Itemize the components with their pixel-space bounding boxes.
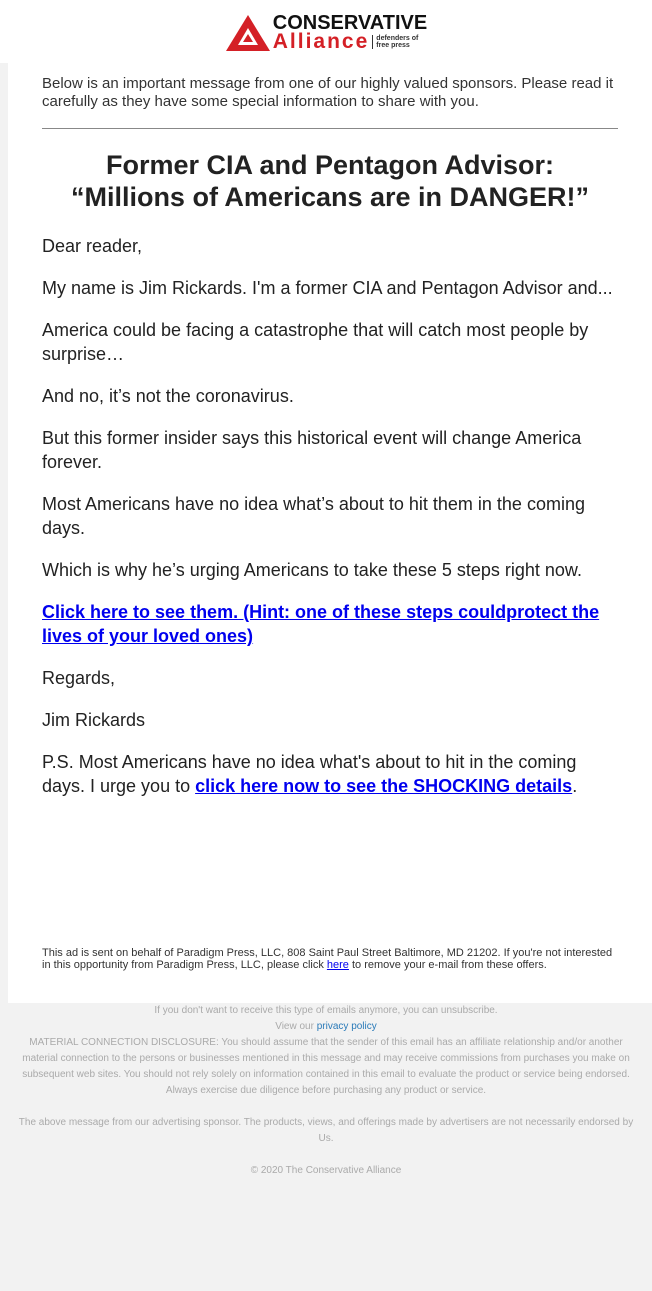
logo-wordmark (273, 14, 427, 51)
logo-tag-line2: free press (376, 42, 410, 49)
body-paragraph-2: America could be facing a catastrophe that will catch most people by surprise… (42, 320, 589, 364)
copyright: © 2020 The Conservative Alliance (250, 1165, 402, 1176)
sponsor-footer-note (42, 947, 618, 971)
email-header (0, 0, 652, 63)
logo-top-text: CONSERVATIVE (272, 12, 428, 34)
remove-email-link[interactable]: here (326, 959, 349, 971)
cta-link[interactable]: Click here to see them. (Hint: one of these steps couldprotect the lives of your loved ones) (42, 602, 600, 646)
logo-tag-line1: defenders of (376, 35, 419, 42)
footer-note-text: This ad is sent on behalf of Paradigm Press, LLC, 808 Saint Paul Street Baltimore, MD 21202. If you're not interested in this opportunity from Paradigm Press, LLC, please click (42, 947, 613, 971)
privacy-policy-link[interactable]: privacy policy (316, 1021, 377, 1032)
headline (42, 149, 618, 213)
cta-paragraph (42, 600, 618, 648)
regards: Regards, (42, 668, 116, 688)
unsubscribe-text: If you don't want to receive this type of emails anymore, you can unsubscribe. (154, 1005, 498, 1016)
conservative-alliance-logo[interactable] (225, 13, 427, 53)
ps-text: P.S. Most Americans have no idea what's about to hit in the coming days. I urge you to (42, 752, 577, 796)
body-paragraph-4: But this former insider says this historical event will change America forever. (42, 428, 582, 472)
spacer (0, 1099, 652, 1115)
email-content-panel (8, 63, 652, 1003)
footer-note-text-after: to remove your e-mail from these offers. (348, 959, 547, 971)
body-paragraph-5: Most Americans have no idea what’s about to hit them in the coming days. (42, 494, 585, 538)
email-body (42, 63, 618, 798)
body-paragraph-6: Which is why he’s urging Americans to take these 5 steps right now. (42, 560, 582, 580)
body-paragraph-3: And no, it’s not the coronavirus. (42, 386, 294, 406)
divider-line (42, 128, 618, 129)
signature: Jim Rickards (42, 710, 146, 730)
logo-bottom-row (273, 32, 427, 51)
ps-details-link[interactable]: click here now to see the SHOCKING details (195, 776, 573, 796)
sponsor-disclaimer: The above message from our advertising sponsor. The products, views, and offerings made by advertisers are not necessarily endorsed by Us. (18, 1117, 634, 1144)
logo-divider (372, 35, 373, 49)
email-legal-footer (0, 1003, 652, 1179)
logo-tagline (376, 35, 418, 49)
logo-alliance-text: Alliance (272, 30, 370, 53)
sponsor-intro-text: Below is an important message from one of our highly valued sponsors. Please read it carefully as they have some special information to share with you. (42, 75, 614, 110)
ps-paragraph (42, 750, 618, 798)
view-our-text: View our (275, 1021, 317, 1032)
disclosure-text: MATERIAL CONNECTION DISCLOSURE: You should assume that the sender of this email has an affiliate relationship and/or another material connection to the persons or businesses mentioned in this message and may receive commissions from purchases you make on subsequent web sites. You should not rely solely on information contained in this email to evaluate the product or service being endorsed. Always exercise due diligence before purchasing any product or service. (22, 1037, 630, 1096)
ps-end: . (572, 776, 578, 796)
privacy-line (0, 1019, 652, 1035)
greeting: Dear reader, (42, 236, 143, 256)
spacer (0, 1147, 652, 1163)
alliance-triangle-icon (225, 14, 271, 52)
headline-line-1: Former CIA and Pentagon Advisor: (105, 150, 555, 180)
headline-line-2: “Millions of Americans are in DANGER!” (70, 182, 590, 212)
body-paragraph-1: My name is Jim Rickards. I'm a former CIA and Pentagon Advisor and... (42, 278, 613, 298)
